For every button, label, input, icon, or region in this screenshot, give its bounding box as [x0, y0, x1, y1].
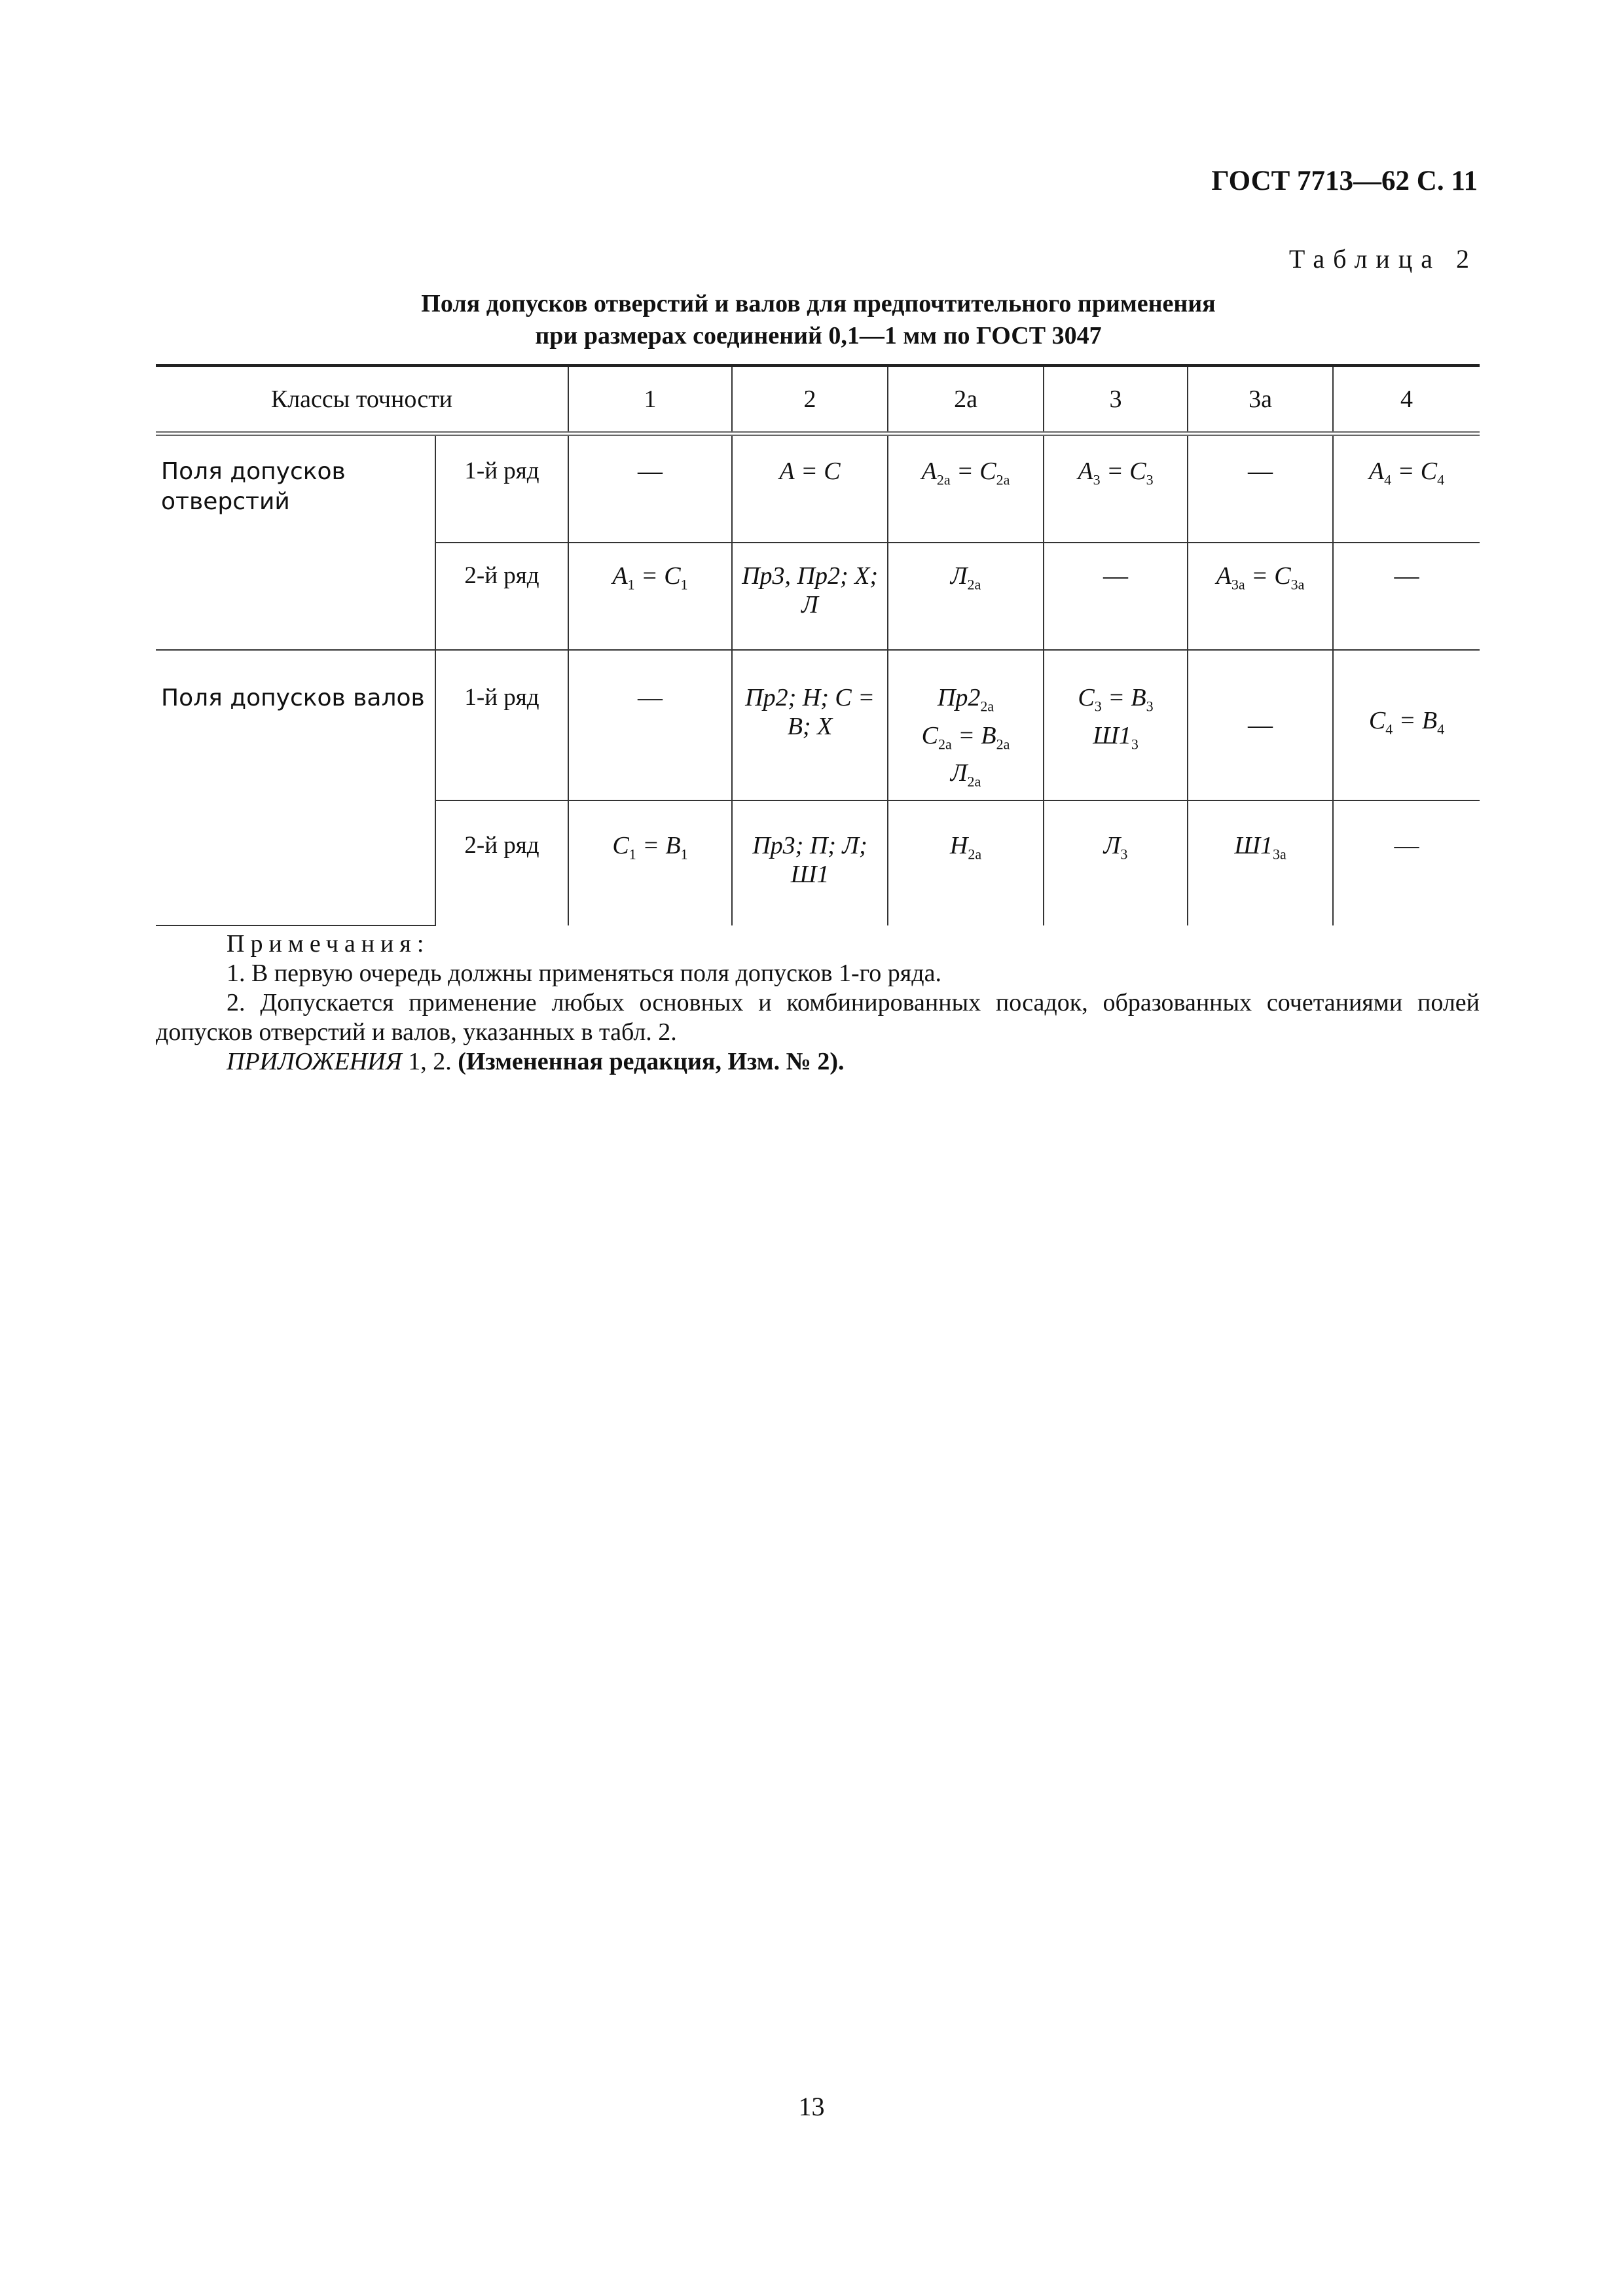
cell-dash: —	[1188, 434, 1333, 543]
cell-dash: —	[1333, 543, 1480, 650]
table-row	[156, 650, 1480, 800]
document-header: ГОСТ 7713—62 С. 11	[1211, 166, 1478, 196]
cell-holes-r2-c2a: $Л_{2a}$	[888, 543, 1044, 650]
note-item: 2. Допускается применение любых основных и комбинированных посадок, образованных сочетаниями полей допусков отверстий и валов, указанных в табл. 2.	[156, 989, 1480, 1046]
cell-shafts-r1-c2a: $Пр2_{2a}$ $C_{2a} = B_{2a}$ $Л_{2a}$	[888, 650, 1044, 800]
cell-holes-r1-c3: $A_3 = C_3$	[1044, 434, 1188, 543]
appendix-line	[156, 1047, 1480, 1077]
class-header-2: 2	[732, 366, 888, 434]
table-row	[156, 434, 1480, 543]
row-label: 2-й ряд	[435, 800, 568, 925]
table-label: Таблица 2	[1288, 244, 1478, 274]
cell-dash: —	[1188, 650, 1333, 800]
class-header-3: 3	[1044, 366, 1188, 434]
notes-heading: Примечания:	[227, 930, 430, 958]
appendix-label: ПРИЛОЖЕНИЯ	[227, 1048, 402, 1075]
group-label-holes: Поля допусков отверстий	[156, 434, 435, 651]
cell-dash: —	[568, 650, 732, 800]
cell-holes-r2-c3a: $A_{3a} = C_{3a}$	[1188, 543, 1333, 650]
cell-shafts-r2-c2: Пр3; П; Л; Ш1	[732, 800, 888, 925]
row-label: 1-й ряд	[435, 650, 568, 800]
cell-shafts-r2-c1: $C_1 = B_1$	[568, 800, 732, 925]
table-title	[157, 288, 1480, 352]
row-label: 2-й ряд	[435, 543, 568, 650]
class-header-4: 4	[1333, 366, 1480, 434]
table-title-line-1: Поля допусков отверстий и валов для предпочтительного применения	[421, 290, 1216, 317]
cell-shafts-r2-c3a: $Ш1_{3a}$	[1188, 800, 1333, 925]
class-header-1: 1	[568, 366, 732, 434]
cell-shafts-r1-c4: $C_4 = B_4$	[1333, 650, 1480, 800]
classes-header: Классы точности	[156, 366, 568, 434]
table-title-line-2: при размерах соединений 0,1—1 мм по ГОСТ 3047	[535, 322, 1102, 350]
cell-holes-r2-c1: $A_1 = C_1$	[568, 543, 732, 650]
cell-holes-r1-c4: $A_4 = C_4$	[1333, 434, 1480, 543]
cell-shafts-r1-c3: $C_3 = B_3$ $Ш1_3$	[1044, 650, 1188, 800]
note-item: 1. В первую очередь должны применяться поля допусков 1-го ряда.	[227, 960, 941, 987]
cell-shafts-r2-c3: $Л_3$	[1044, 800, 1188, 925]
notes-section	[156, 929, 1480, 1077]
cell-dash: —	[1044, 543, 1188, 650]
row-label: 1-й ряд	[435, 434, 568, 543]
edition-note: (Измененная редакция, Изм. № 2).	[458, 1048, 845, 1075]
cell-holes-r1-c2: А = С	[732, 434, 888, 543]
cell-holes-r2-c2: Пр3, Пр2; Х; Л	[732, 543, 888, 650]
group-label-shafts: Поля допусков валов	[156, 650, 435, 925]
tolerance-table	[156, 364, 1480, 926]
page-number: 13	[798, 2092, 825, 2121]
class-header-2a: 2а	[888, 366, 1044, 434]
cell-shafts-r1-c2: Пр2; Н; С = В; Х	[732, 650, 888, 800]
cell-shafts-r2-c2a: $H_{2a}$	[888, 800, 1044, 925]
cell-holes-r1-c2a: $A_{2a} = C_{2a}$	[888, 434, 1044, 543]
cell-dash: —	[1333, 800, 1480, 925]
class-header-3a: 3а	[1188, 366, 1333, 434]
table-header-row	[156, 366, 1480, 434]
appendix-numbers: 1, 2.	[408, 1048, 452, 1075]
cell-dash: —	[568, 434, 732, 543]
